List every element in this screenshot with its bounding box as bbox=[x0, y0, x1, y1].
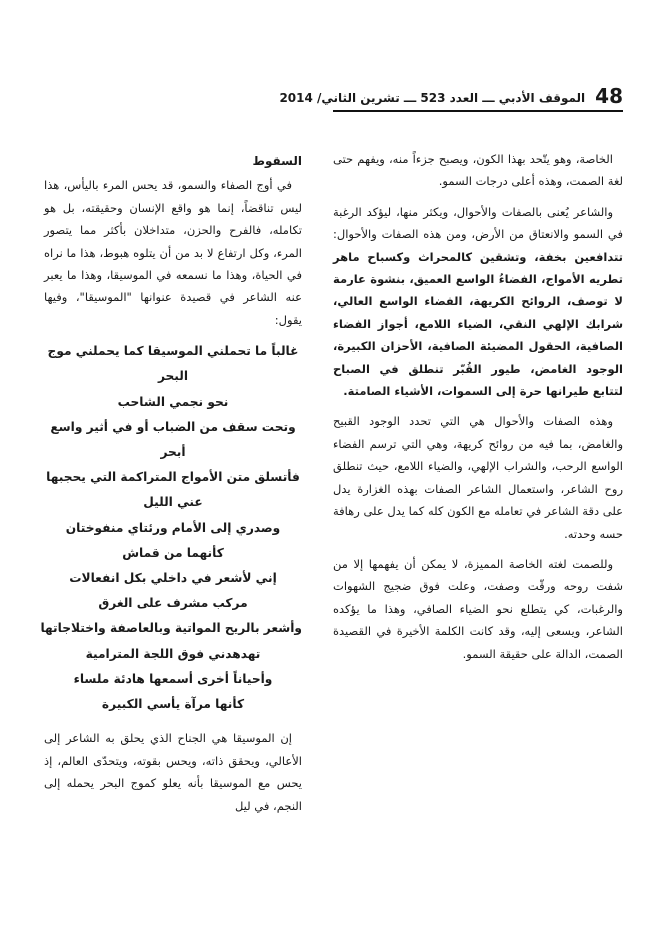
header-rule bbox=[333, 110, 623, 112]
running-title: الموقف الأدبي ـــ العدد 523 ـــ تشرين الثاني/ 2014 bbox=[279, 91, 586, 105]
paragraph: في أوج الصفاء والسمو، قد يحس المرء باليأس، هذا ليس تناقضاً، إنما هو واقع الإنسان وحقيقته، بل هو تكامله، فالفرح والحزن، متداخلان بأكثر مما يتصور المرء، وكل ارتفاع لا بد من أن يتلوه هبوط، هذا ما نراه في الحياة، وهذا ما نسمعه في الموسيقا، وهذا ما يعبر عنه الشاعر في قصيدة عنوانها "الموسيقا"، وفيها يقول: bbox=[44, 178, 302, 327]
poem-line: مركب مشرف على الغرق bbox=[98, 596, 248, 611]
bold-attributes-list: تتدافعين بخفة، وتشقين كالمحراث وكسباح ماهر تطريه الأمواج، الفضاءُ الواسع العميق، بنشوة عارمة لا توصف، الروائح الكريهة، الفضاء الواسع العالي، شرابك الإلهي النقي، الضياء اللامع، أجواز الفضاء الصافية، الحقول المضيئة الصافية، الأحزان الكبيرة، الوجود الغامض، طيور القُبّر تنطلق في الصباح لتتابع طيرانها حرة إلى السموات، الأشياء الصامتة. bbox=[333, 249, 623, 399]
poem-line: أبحر bbox=[160, 445, 186, 460]
paragraph-text: والشاعر يُعنى بالصفات والأحوال، ويكثر منها، ليؤكد الرغبة في السمو والانعتاق من الأرض، ومن هذه الصفات والأحوال: bbox=[333, 204, 623, 242]
poem-line: وصدري إلى الأمام ورئتاي منفوختان bbox=[65, 520, 281, 535]
poem-line: تهدهدني فوق اللجة المترامية bbox=[85, 646, 261, 661]
poem-line: البحر bbox=[157, 369, 189, 384]
poem-line: كأنهما من قماش bbox=[122, 545, 224, 560]
poem-line: وأحياناً أخرى أسمعها هادئة ملساء bbox=[73, 671, 273, 686]
page-header bbox=[279, 84, 623, 108]
paragraph: وهذه الصفات والأحوال هي التي تحدد الوجود القبيح والغامض، بما فيه من روائح كريهة، وهي التي ترسم الفضاء الواسع الرحب، والشراب الإلهي، والضياء اللامع، حيث تنطلق روح الشاعر، واستعمال الشاعر الصفات بهذه الغزارة يدل على دقة الشاعر في تعامله مع الكون كله كما يدل على رهافة حسه وحدته. bbox=[333, 414, 623, 541]
poem-line: عني الليل bbox=[143, 495, 203, 510]
left-column bbox=[40, 150, 302, 817]
poem-line: إني لأشعر في داخلي بكل انفعالات bbox=[69, 571, 277, 586]
paragraph: وللصمت لغته الخاصة المميزة، لا يمكن أن يفهمها إلا من شفت روحه ورقّت وصفت، وعلت فوق ضجيج الشهوات والرغبات، كي يتطلع نحو الضياء الصافي، وهذا ما يؤكده الشاعر، ويسعى إليه، وقد كانت الكلمة الأخيرة في القصيدة الصمت، الدالة على حقيقة السمو. bbox=[333, 556, 623, 661]
paragraph: الخاصة، وهو يتّحد بهذا الكون، ويصبح جزءاً منه، ويفهم حتى لغة الصمت، وهذه أعلى درجات السمو. bbox=[333, 152, 623, 189]
poem-line: فأتسلق متن الأمواج المتراكمة التي يحجبها bbox=[46, 470, 300, 485]
poem-line: وتحت سقف من الضباب أو في أثير واسع bbox=[50, 419, 296, 434]
section-heading: السقوط bbox=[252, 154, 302, 168]
right-column bbox=[333, 148, 623, 665]
paragraph: إن الموسيقا هي الجناح الذي يحلق به الشاعر إلى الأعالي، ويحقق ذاته، ويحس بقوته، ويتحدّى العالم، إذ يحس مع الموسيقا بأنه يعلو كموج البحر يحمله إلى النجم، في ليل bbox=[44, 731, 302, 813]
poem-line: غالباً ما تحملني الموسيقا كما يحملني موج bbox=[47, 344, 299, 359]
poem-line: وأشعر بالريح المواتية وبالعاصفة واختلاجاتها bbox=[40, 621, 302, 636]
poem-line: نحو نجمي الشاحب bbox=[117, 394, 229, 409]
poem-block bbox=[40, 339, 302, 717]
page-number: 48 bbox=[595, 84, 623, 108]
paragraph bbox=[333, 201, 623, 403]
poem-line: كأنها مرآة يأسي الكبيرة bbox=[101, 697, 245, 712]
